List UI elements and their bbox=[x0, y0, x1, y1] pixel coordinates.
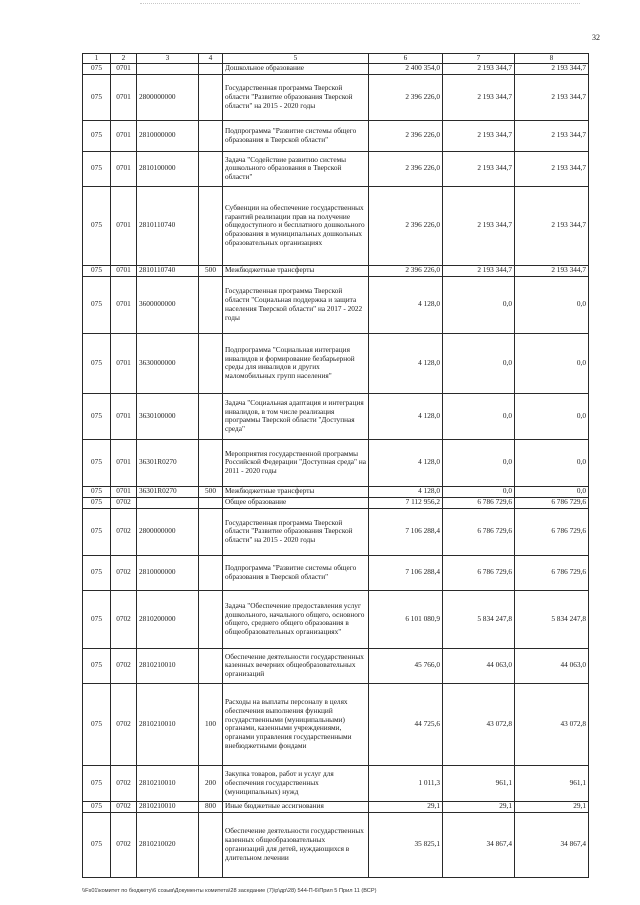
cell-name: Государственная программа Тверской области "Развитие образования Тверской области" на 2015 - 2020 годы bbox=[223, 74, 369, 120]
cell-ved: 075 bbox=[83, 497, 111, 508]
table-row bbox=[83, 683, 589, 765]
cell-target-article: 2810210010 bbox=[137, 801, 199, 812]
cell-target-article: 2810210010 bbox=[137, 648, 199, 683]
table-row bbox=[83, 439, 589, 486]
cell-section: 0701 bbox=[111, 151, 137, 186]
cell-target-article: 2810200000 bbox=[137, 590, 199, 648]
cell-target-article: 36301R0270 bbox=[137, 439, 199, 486]
cell-name: Задача "Содействие развитию системы дошкольного образования в Тверской области" bbox=[223, 151, 369, 186]
cell-amount-3: 961,1 bbox=[515, 765, 589, 801]
cell-expense-type: 200 bbox=[199, 765, 223, 801]
cell-ved: 075 bbox=[83, 765, 111, 801]
table-row bbox=[83, 120, 589, 151]
cell-section: 0701 bbox=[111, 74, 137, 120]
cell-amount-1: 1 011,3 bbox=[369, 765, 443, 801]
table-row bbox=[83, 151, 589, 186]
cell-name: Закупка товаров, работ и услуг для обеспечения государственных (муниципальных) нужд bbox=[223, 765, 369, 801]
cell-amount-3: 0,0 bbox=[515, 486, 589, 497]
cell-ved: 075 bbox=[83, 63, 111, 74]
cell-expense-type bbox=[199, 151, 223, 186]
cell-amount-2: 2 193 344,7 bbox=[443, 265, 515, 276]
cell-amount-3: 2 193 344,7 bbox=[515, 74, 589, 120]
cell-section: 0701 bbox=[111, 120, 137, 151]
cell-amount-2: 0,0 bbox=[443, 486, 515, 497]
cell-amount-3: 6 786 729,6 bbox=[515, 508, 589, 555]
cell-amount-1: 45 766,0 bbox=[369, 648, 443, 683]
table-body bbox=[83, 63, 589, 877]
cell-ved: 075 bbox=[83, 486, 111, 497]
cell-amount-3: 29,1 bbox=[515, 801, 589, 812]
cell-expense-type bbox=[199, 497, 223, 508]
cell-expense-type bbox=[199, 393, 223, 439]
cell-amount-2: 6 786 729,6 bbox=[443, 508, 515, 555]
cell-section: 0702 bbox=[111, 508, 137, 555]
cell-expense-type: 500 bbox=[199, 486, 223, 497]
cell-amount-3: 34 867,4 bbox=[515, 812, 589, 877]
cell-section: 0702 bbox=[111, 765, 137, 801]
cell-target-article: 2810210020 bbox=[137, 812, 199, 877]
cell-expense-type: 100 bbox=[199, 683, 223, 765]
cell-name: Иные бюджетные ассигнования bbox=[223, 801, 369, 812]
cell-expense-type bbox=[199, 590, 223, 648]
cell-expense-type bbox=[199, 276, 223, 333]
table-row bbox=[83, 812, 589, 877]
cell-amount-1: 6 101 080,9 bbox=[369, 590, 443, 648]
cell-amount-1: 35 825,1 bbox=[369, 812, 443, 877]
cell-amount-2: 5 834 247,8 bbox=[443, 590, 515, 648]
cell-amount-1: 29,1 bbox=[369, 801, 443, 812]
cell-target-article: 2810110740 bbox=[137, 186, 199, 265]
cell-amount-2: 2 193 344,7 bbox=[443, 74, 515, 120]
cell-amount-2: 2 193 344,7 bbox=[443, 151, 515, 186]
cell-amount-2: 0,0 bbox=[443, 276, 515, 333]
file-path-footer: \\Fs01\комитет по бюджету\6 созыв\Документы комитета\28 заседание (7)\р\др\28) 544-П-6\Прил 5 Прил 11 (ВСР) bbox=[82, 888, 377, 894]
cell-section: 0702 bbox=[111, 555, 137, 590]
table-row bbox=[83, 508, 589, 555]
cell-amount-3: 2 193 344,7 bbox=[515, 63, 589, 74]
cell-section: 0702 bbox=[111, 497, 137, 508]
table-row bbox=[83, 74, 589, 120]
cell-amount-1: 2 396 226,0 bbox=[369, 265, 443, 276]
table-row bbox=[83, 590, 589, 648]
cell-amount-1: 2 396 226,0 bbox=[369, 186, 443, 265]
cell-target-article: 3630100000 bbox=[137, 393, 199, 439]
cell-ved: 075 bbox=[83, 590, 111, 648]
cell-target-article: 2810210010 bbox=[137, 683, 199, 765]
cell-name: Подпрограмма "Социальная интеграция инвалидов и формирование безбарьерной среды для инвалидов и других маломобильных групп населения" bbox=[223, 333, 369, 393]
cell-amount-2: 2 193 344,7 bbox=[443, 63, 515, 74]
cell-ved: 075 bbox=[83, 648, 111, 683]
cell-ved: 075 bbox=[83, 393, 111, 439]
cell-section: 0701 bbox=[111, 276, 137, 333]
cell-amount-2: 0,0 bbox=[443, 439, 515, 486]
table-row bbox=[83, 486, 589, 497]
cell-name: Обеспечение деятельности государственных казенных вечерних общеобразовательных организаций bbox=[223, 648, 369, 683]
cell-ved: 075 bbox=[83, 276, 111, 333]
cell-amount-3: 2 193 344,7 bbox=[515, 186, 589, 265]
scan-artifact-line bbox=[140, 3, 580, 5]
cell-ved: 075 bbox=[83, 186, 111, 265]
cell-target-article bbox=[137, 497, 199, 508]
cell-amount-2: 34 867,4 bbox=[443, 812, 515, 877]
cell-ved: 075 bbox=[83, 508, 111, 555]
cell-name: Подпрограмма "Развитие системы общего образования в Тверской области" bbox=[223, 120, 369, 151]
cell-ved: 075 bbox=[83, 120, 111, 151]
header-cell: 5 bbox=[223, 54, 369, 64]
cell-amount-3: 2 193 344,7 bbox=[515, 151, 589, 186]
cell-target-article: 36301R0270 bbox=[137, 486, 199, 497]
cell-amount-3: 6 786 729,6 bbox=[515, 497, 589, 508]
cell-amount-2: 2 193 344,7 bbox=[443, 120, 515, 151]
cell-target-article: 2810210010 bbox=[137, 765, 199, 801]
cell-section: 0701 bbox=[111, 265, 137, 276]
header-cell: 4 bbox=[199, 54, 223, 64]
header-cell: 2 bbox=[111, 54, 137, 64]
cell-amount-2: 961,1 bbox=[443, 765, 515, 801]
cell-section: 0701 bbox=[111, 393, 137, 439]
cell-name: Межбюджетные трансферты bbox=[223, 486, 369, 497]
cell-amount-1: 7 112 956,2 bbox=[369, 497, 443, 508]
cell-expense-type bbox=[199, 186, 223, 265]
cell-target-article: 2800000000 bbox=[137, 508, 199, 555]
cell-name: Государственная программа Тверской области "Социальная поддержка и защита населения Тверской области" на 2017 - 2022 годы bbox=[223, 276, 369, 333]
cell-amount-3: 0,0 bbox=[515, 333, 589, 393]
table-row bbox=[83, 765, 589, 801]
table-row bbox=[83, 497, 589, 508]
header-cell: 6 bbox=[369, 54, 443, 64]
table-row bbox=[83, 393, 589, 439]
table-row bbox=[83, 186, 589, 265]
cell-name: Обеспечение деятельности государственных казенных общеобразовательных организаций для детей, нуждающихся в длительном лечении bbox=[223, 812, 369, 877]
cell-expense-type bbox=[199, 439, 223, 486]
cell-target-article: 3600000000 bbox=[137, 276, 199, 333]
table-row bbox=[83, 265, 589, 276]
cell-section: 0701 bbox=[111, 63, 137, 74]
header-cell: 8 bbox=[515, 54, 589, 64]
cell-expense-type: 800 bbox=[199, 801, 223, 812]
cell-target-article: 2810100000 bbox=[137, 151, 199, 186]
cell-ved: 075 bbox=[83, 439, 111, 486]
cell-amount-1: 4 128,0 bbox=[369, 439, 443, 486]
cell-section: 0701 bbox=[111, 439, 137, 486]
cell-amount-1: 44 725,6 bbox=[369, 683, 443, 765]
cell-amount-1: 7 106 288,4 bbox=[369, 555, 443, 590]
cell-expense-type: 500 bbox=[199, 265, 223, 276]
cell-name: Общее образование bbox=[223, 497, 369, 508]
cell-amount-3: 0,0 bbox=[515, 439, 589, 486]
cell-amount-2: 6 786 729,6 bbox=[443, 555, 515, 590]
cell-ved: 075 bbox=[83, 801, 111, 812]
cell-section: 0702 bbox=[111, 801, 137, 812]
cell-amount-3: 2 193 344,7 bbox=[515, 120, 589, 151]
cell-amount-3: 43 072,8 bbox=[515, 683, 589, 765]
cell-amount-3: 44 063,0 bbox=[515, 648, 589, 683]
cell-amount-1: 2 396 226,0 bbox=[369, 151, 443, 186]
cell-amount-3: 0,0 bbox=[515, 276, 589, 333]
cell-section: 0701 bbox=[111, 486, 137, 497]
cell-section: 0702 bbox=[111, 812, 137, 877]
table-row bbox=[83, 63, 589, 74]
table-row bbox=[83, 801, 589, 812]
cell-amount-1: 4 128,0 bbox=[369, 486, 443, 497]
cell-ved: 075 bbox=[83, 74, 111, 120]
page-number: 32 bbox=[592, 33, 600, 42]
cell-amount-2: 0,0 bbox=[443, 393, 515, 439]
cell-section: 0702 bbox=[111, 683, 137, 765]
cell-name: Подпрограмма "Развитие системы общего образования в Тверской области" bbox=[223, 555, 369, 590]
cell-amount-1: 4 128,0 bbox=[369, 393, 443, 439]
cell-ved: 075 bbox=[83, 265, 111, 276]
cell-expense-type bbox=[199, 812, 223, 877]
table-row bbox=[83, 276, 589, 333]
cell-amount-2: 43 072,8 bbox=[443, 683, 515, 765]
cell-name: Межбюджетные трансферты bbox=[223, 265, 369, 276]
cell-amount-2: 29,1 bbox=[443, 801, 515, 812]
cell-target-article: 2810000000 bbox=[137, 555, 199, 590]
cell-amount-3: 0,0 bbox=[515, 393, 589, 439]
table-row bbox=[83, 648, 589, 683]
cell-ved: 075 bbox=[83, 151, 111, 186]
cell-amount-3: 6 786 729,6 bbox=[515, 555, 589, 590]
cell-name: Мероприятия государственной программы Российской Федерации "Доступная среда" на 2011 - 2020 годы bbox=[223, 439, 369, 486]
cell-amount-1: 2 396 226,0 bbox=[369, 74, 443, 120]
header-row bbox=[83, 54, 589, 64]
cell-expense-type bbox=[199, 63, 223, 74]
header-cell: 7 bbox=[443, 54, 515, 64]
cell-expense-type bbox=[199, 333, 223, 393]
cell-section: 0702 bbox=[111, 648, 137, 683]
table-row bbox=[83, 555, 589, 590]
cell-amount-2: 2 193 344,7 bbox=[443, 186, 515, 265]
cell-amount-1: 4 128,0 bbox=[369, 333, 443, 393]
cell-expense-type bbox=[199, 120, 223, 151]
cell-name: Расходы на выплаты персоналу в целях обеспечения выполнения функций государственными (муниципальными) органами, казенными учреждениями, органами управления государственными внебюджетными фондами bbox=[223, 683, 369, 765]
cell-section: 0701 bbox=[111, 186, 137, 265]
cell-target-article: 2800000000 bbox=[137, 74, 199, 120]
cell-name: Субвенции на обеспечение государственных гарантий реализации прав на получение общедоступного и бесплатного дошкольного образования в муниципальных дошкольных образовательных организациях bbox=[223, 186, 369, 265]
cell-section: 0702 bbox=[111, 590, 137, 648]
cell-amount-1: 2 396 226,0 bbox=[369, 120, 443, 151]
cell-ved: 075 bbox=[83, 555, 111, 590]
cell-target-article: 2810000000 bbox=[137, 120, 199, 151]
cell-name: Дошкольное образование bbox=[223, 63, 369, 74]
budget-table bbox=[82, 53, 589, 878]
cell-expense-type bbox=[199, 74, 223, 120]
cell-expense-type bbox=[199, 648, 223, 683]
cell-target-article: 2810110740 bbox=[137, 265, 199, 276]
cell-name: Задача "Социальная адаптация и интеграция инвалидов, в том числе реализация программы Тверской области "Доступная среда" bbox=[223, 393, 369, 439]
header-cell: 3 bbox=[137, 54, 199, 64]
table-row bbox=[83, 333, 589, 393]
cell-expense-type bbox=[199, 508, 223, 555]
cell-name: Государственная программа Тверской области "Развитие образования Тверской области" на 2015 - 2020 годы bbox=[223, 508, 369, 555]
cell-amount-3: 2 193 344,7 bbox=[515, 265, 589, 276]
cell-expense-type bbox=[199, 555, 223, 590]
cell-amount-1: 4 128,0 bbox=[369, 276, 443, 333]
cell-name: Задача "Обеспечение предоставления услуг дошкольного, начального общего, основного общего, среднего общего образования в общеобразовательных организациях" bbox=[223, 590, 369, 648]
cell-target-article bbox=[137, 63, 199, 74]
header-cell: 1 bbox=[83, 54, 111, 64]
cell-amount-1: 7 106 288,4 bbox=[369, 508, 443, 555]
cell-amount-3: 5 834 247,8 bbox=[515, 590, 589, 648]
cell-ved: 075 bbox=[83, 812, 111, 877]
cell-section: 0701 bbox=[111, 333, 137, 393]
cell-amount-2: 6 786 729,6 bbox=[443, 497, 515, 508]
cell-ved: 075 bbox=[83, 683, 111, 765]
cell-amount-2: 44 063,0 bbox=[443, 648, 515, 683]
cell-target-article: 3630000000 bbox=[137, 333, 199, 393]
cell-amount-2: 0,0 bbox=[443, 333, 515, 393]
cell-ved: 075 bbox=[83, 333, 111, 393]
cell-amount-1: 2 400 354,0 bbox=[369, 63, 443, 74]
